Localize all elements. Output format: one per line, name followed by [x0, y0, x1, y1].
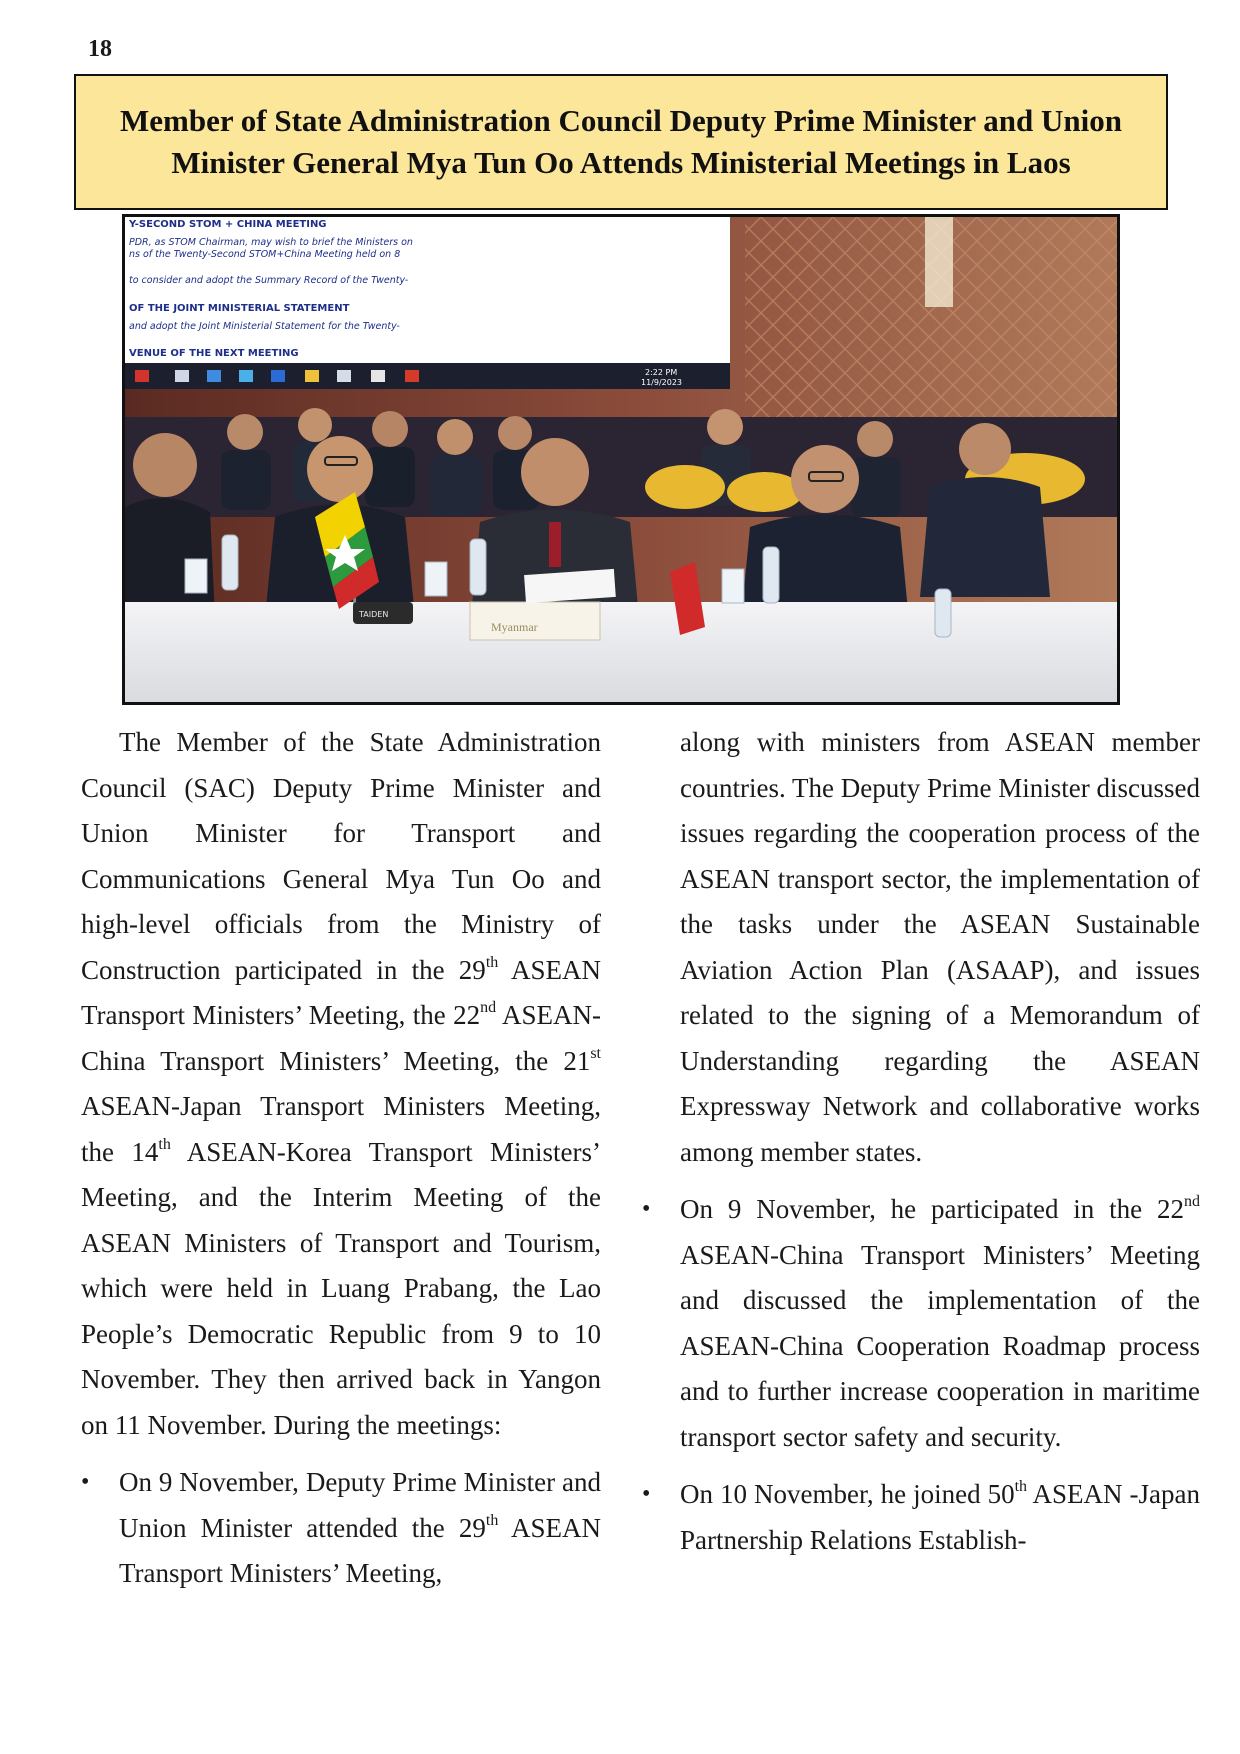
yellow-chair — [645, 465, 725, 509]
conference-table — [125, 602, 1117, 702]
taskbar-app-icon — [271, 370, 285, 382]
taskbar-app-icon — [175, 370, 189, 382]
screen-line-7: VENUE OF THE NEXT MEETING — [129, 348, 299, 359]
article-title-box — [74, 74, 1168, 210]
bullet-icon: • — [642, 1196, 651, 1222]
taskbar-app-icon — [305, 370, 319, 382]
bullet-item-3: • On 10 November, he joined 50th ASEAN -Japan Partnership Relations Establish- — [680, 1472, 1200, 1563]
bullet-item-2: • On 9 November, he participated in the 22nd ASEAN-China Transport Ministers’ Meeting and discussed the implementation of the ASEAN-China Cooperation Roadmap process and to further increase cooperation in maritime transport sector safety and security. — [680, 1187, 1200, 1460]
bullet-icon: • — [81, 1469, 90, 1495]
article-title-line-1: Member of State Administration Council Deputy Prime Minister and Union — [119, 103, 1123, 138]
taskbar-clock-date: 11/9/2023 — [641, 378, 683, 387]
intro-paragraph: The Member of the State Administration Council (SAC) Deputy Prime Minister and Union Minister for Transport and Communications General Mya Tun Oo and high-level officials from the Ministry of Construction participated in the 29th ASEAN Transport Ministers’ Meeting, the 22nd ASEAN-China Transport Ministers’ Meeting, the 21st ASEAN-Japan Transport Ministers Meeting, the 14th ASEAN-Korea Transport Ministers’ Meeting, and the Interim Meeting of the ASEAN Ministers of Transport and Tourism, which were held in Luang Prabang, the Lao People’s Democratic Republic from 9 to 10 November. They then arrived back in Yangon on 11 November. During the meetings: — [81, 727, 602, 1440]
wall-lamp — [925, 217, 953, 307]
taskbar-app-icon — [371, 370, 385, 382]
screen-line-6: and adopt the Joint Ministerial Statement for the Twenty- — [129, 321, 400, 332]
taskbar-app-icon — [337, 370, 351, 382]
nameplate-text: Myanmar — [491, 620, 538, 634]
taskbar-app-icon — [239, 370, 253, 382]
screen-line-1: Y-SECOND STOM + CHINA MEETING — [129, 219, 327, 230]
screen-line-3: ns of the Twenty-Second STOM+China Meeting held on 8 — [129, 249, 401, 260]
water-bottle — [763, 547, 779, 603]
water-glass — [722, 569, 744, 603]
screen-line-5: OF THE JOINT MINISTERIAL STATEMENT — [129, 303, 350, 314]
water-bottle — [470, 539, 486, 595]
meeting-photo — [122, 214, 1120, 705]
continued-paragraph: along with ministers from ASEAN member countries. The Deputy Prime Minister discussed issues regarding the cooperation process of the ASEAN transport sector, the implementation of the tasks under the ASEAN Sustainable Aviation Action Plan (ASAAP), and issues related to the signing of a Memorandum of Understanding regarding the ASEAN Expressway Network and collaborative works among member states. — [680, 727, 1200, 1167]
right-column — [642, 720, 1200, 1563]
taskbar-app-icon — [207, 370, 221, 382]
water-glass — [425, 562, 447, 596]
taskbar-app-icon — [405, 370, 419, 382]
screen-line-2: PDR, as STOM Chairman, may wish to brief the Ministers on — [129, 237, 413, 248]
water-glass — [185, 559, 207, 593]
article-title-line-2: Minister General Mya Tun Oo Attends Ministerial Meetings in Laos — [171, 145, 1071, 180]
screen-line-4: to consider and adopt the Summary Record of the Twenty- — [129, 275, 409, 286]
taskbar-clock-time: 2:22 PM — [645, 368, 678, 377]
water-bottle — [935, 589, 951, 637]
bullet-item-1: • On 9 November, Deputy Prime Minister and Union Minister attended the 29th ASEAN Transport Ministers’ Meeting, — [81, 1460, 601, 1597]
page-number: 18 — [88, 36, 112, 62]
microphone-label: TAIDEN — [359, 610, 389, 619]
water-bottle — [222, 535, 238, 590]
bullet-icon: • — [642, 1481, 651, 1507]
left-column — [81, 720, 601, 1597]
taskbar-app-icon — [135, 370, 149, 382]
